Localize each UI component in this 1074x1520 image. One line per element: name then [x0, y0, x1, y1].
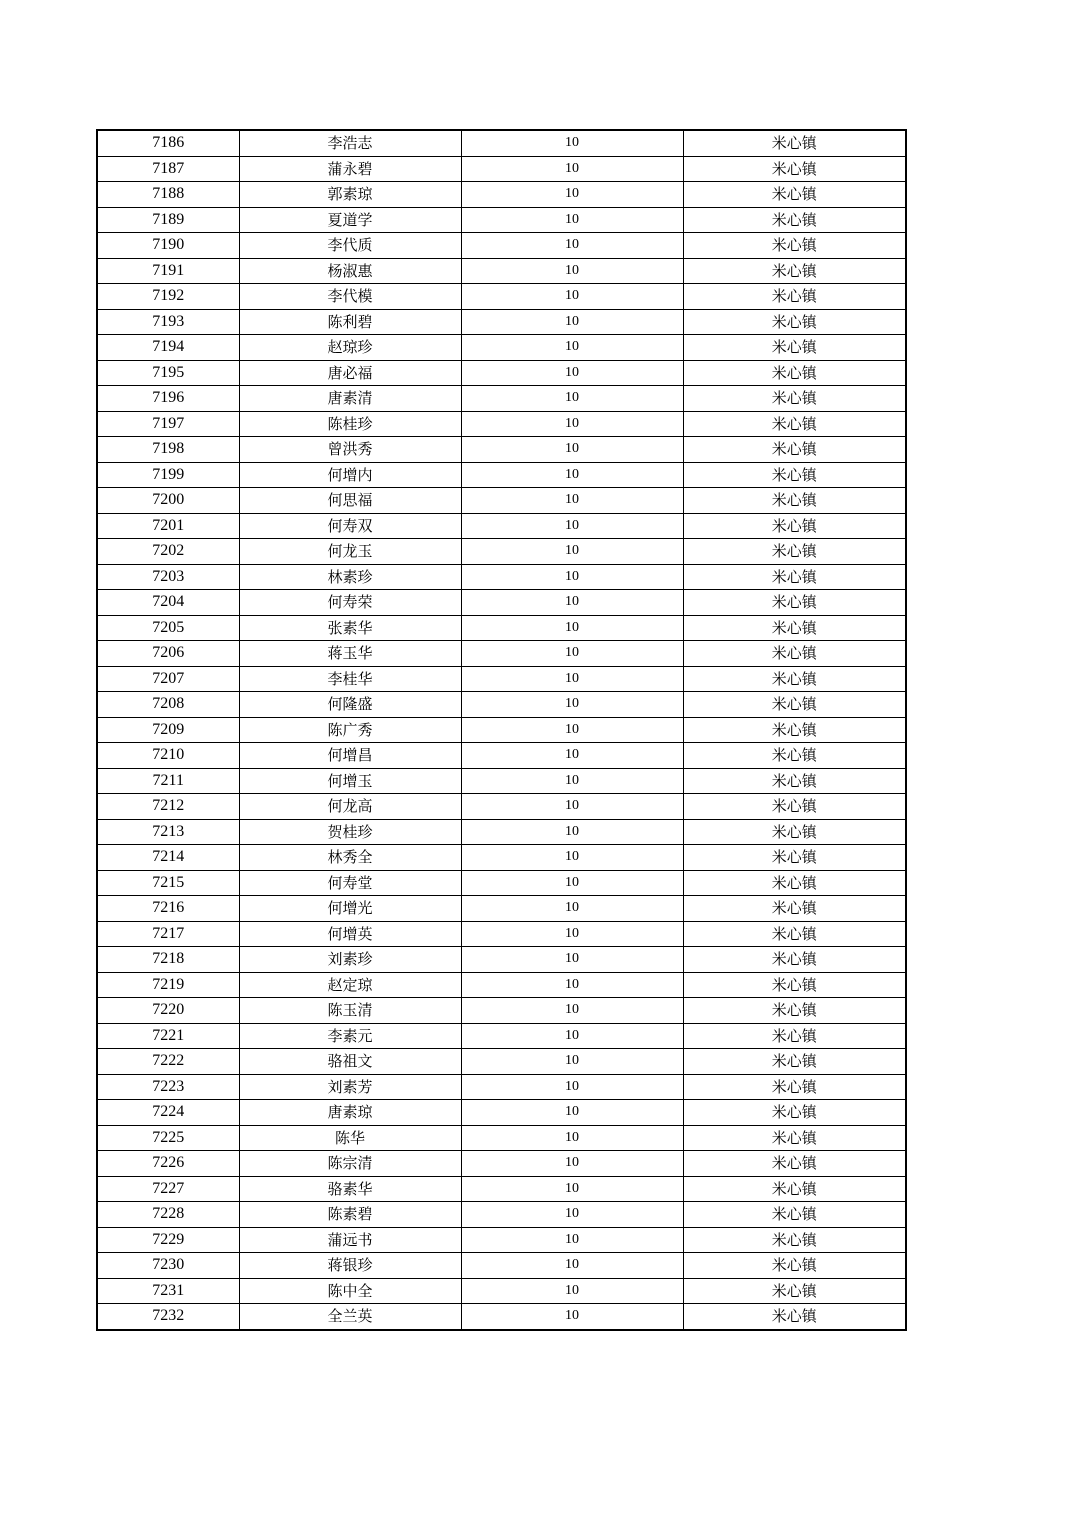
name-cell: 唐必福 — [239, 360, 461, 386]
amount-cell: 10 — [461, 819, 683, 845]
amount-cell: 10 — [461, 182, 683, 208]
amount-cell: 10 — [461, 233, 683, 259]
table-row — [97, 156, 906, 182]
town-cell: 米心镇 — [683, 768, 906, 794]
town-cell: 米心镇 — [683, 641, 906, 667]
town-cell: 米心镇 — [683, 1304, 906, 1330]
town-cell: 米心镇 — [683, 130, 906, 156]
row-number-cell: 7225 — [97, 1125, 239, 1151]
amount-cell: 10 — [461, 564, 683, 590]
name-cell: 何隆盛 — [239, 692, 461, 718]
table-row — [97, 1100, 906, 1126]
name-cell: 陈宗清 — [239, 1151, 461, 1177]
amount-cell: 10 — [461, 845, 683, 871]
name-cell: 刘素珍 — [239, 947, 461, 973]
row-number-cell: 7221 — [97, 1023, 239, 1049]
row-number-cell: 7186 — [97, 130, 239, 156]
amount-cell: 10 — [461, 1304, 683, 1330]
row-number-cell: 7216 — [97, 896, 239, 922]
amount-cell: 10 — [461, 1049, 683, 1075]
name-cell: 曾洪秀 — [239, 437, 461, 463]
amount-cell: 10 — [461, 1278, 683, 1304]
name-cell: 何增玉 — [239, 768, 461, 794]
table-row — [97, 615, 906, 641]
table-row — [97, 207, 906, 233]
row-number-cell: 7220 — [97, 998, 239, 1024]
row-number-cell: 7219 — [97, 972, 239, 998]
town-cell: 米心镇 — [683, 870, 906, 896]
name-cell: 何增英 — [239, 921, 461, 947]
amount-cell: 10 — [461, 1100, 683, 1126]
town-cell: 米心镇 — [683, 1151, 906, 1177]
row-number-cell: 7208 — [97, 692, 239, 718]
table-row — [97, 998, 906, 1024]
amount-cell: 10 — [461, 411, 683, 437]
town-cell: 米心镇 — [683, 1176, 906, 1202]
table-row — [97, 921, 906, 947]
row-number-cell: 7222 — [97, 1049, 239, 1075]
name-cell: 骆素华 — [239, 1176, 461, 1202]
name-cell: 刘素芳 — [239, 1074, 461, 1100]
town-cell: 米心镇 — [683, 156, 906, 182]
row-number-cell: 7199 — [97, 462, 239, 488]
amount-cell: 10 — [461, 1176, 683, 1202]
name-cell: 何增内 — [239, 462, 461, 488]
town-cell: 米心镇 — [683, 1100, 906, 1126]
table-row — [97, 870, 906, 896]
row-number-cell: 7202 — [97, 539, 239, 565]
row-number-cell: 7193 — [97, 309, 239, 335]
table-row — [97, 1304, 906, 1330]
town-cell: 米心镇 — [683, 921, 906, 947]
amount-cell: 10 — [461, 794, 683, 820]
table-row — [97, 462, 906, 488]
town-cell: 米心镇 — [683, 1049, 906, 1075]
table-row — [97, 947, 906, 973]
table-row — [97, 1074, 906, 1100]
row-number-cell: 7213 — [97, 819, 239, 845]
town-cell: 米心镇 — [683, 386, 906, 412]
table-row — [97, 258, 906, 284]
row-number-cell: 7214 — [97, 845, 239, 871]
row-number-cell: 7230 — [97, 1253, 239, 1279]
amount-cell: 10 — [461, 998, 683, 1024]
row-number-cell: 7204 — [97, 590, 239, 616]
amount-cell: 10 — [461, 717, 683, 743]
row-number-cell: 7212 — [97, 794, 239, 820]
amount-cell: 10 — [461, 1253, 683, 1279]
table-row — [97, 896, 906, 922]
name-cell: 陈广秀 — [239, 717, 461, 743]
table-row — [97, 564, 906, 590]
town-cell: 米心镇 — [683, 207, 906, 233]
row-number-cell: 7209 — [97, 717, 239, 743]
row-number-cell: 7192 — [97, 284, 239, 310]
name-cell: 全兰英 — [239, 1304, 461, 1330]
amount-cell: 10 — [461, 462, 683, 488]
table-row — [97, 590, 906, 616]
row-number-cell: 7227 — [97, 1176, 239, 1202]
row-number-cell: 7224 — [97, 1100, 239, 1126]
town-cell: 米心镇 — [683, 488, 906, 514]
town-cell: 米心镇 — [683, 513, 906, 539]
row-number-cell: 7232 — [97, 1304, 239, 1330]
table-row — [97, 845, 906, 871]
name-cell: 陈玉清 — [239, 998, 461, 1024]
town-cell: 米心镇 — [683, 998, 906, 1024]
amount-cell: 10 — [461, 947, 683, 973]
table-row — [97, 972, 906, 998]
row-number-cell: 7210 — [97, 743, 239, 769]
name-cell: 陈中全 — [239, 1278, 461, 1304]
row-number-cell: 7188 — [97, 182, 239, 208]
table-row — [97, 513, 906, 539]
town-cell: 米心镇 — [683, 1253, 906, 1279]
table-row — [97, 182, 906, 208]
name-cell: 蒋玉华 — [239, 641, 461, 667]
town-cell: 米心镇 — [683, 182, 906, 208]
town-cell: 米心镇 — [683, 896, 906, 922]
table-row — [97, 794, 906, 820]
town-cell: 米心镇 — [683, 947, 906, 973]
town-cell: 米心镇 — [683, 233, 906, 259]
table-row — [97, 743, 906, 769]
name-cell: 陈素碧 — [239, 1202, 461, 1228]
table-row — [97, 1227, 906, 1253]
amount-cell: 10 — [461, 1227, 683, 1253]
name-cell: 唐素清 — [239, 386, 461, 412]
row-number-cell: 7190 — [97, 233, 239, 259]
town-cell: 米心镇 — [683, 1227, 906, 1253]
name-cell: 何增光 — [239, 896, 461, 922]
name-cell: 李浩志 — [239, 130, 461, 156]
town-cell: 米心镇 — [683, 819, 906, 845]
name-cell: 蒲远书 — [239, 1227, 461, 1253]
town-cell: 米心镇 — [683, 1202, 906, 1228]
amount-cell: 10 — [461, 615, 683, 641]
town-cell: 米心镇 — [683, 972, 906, 998]
town-cell: 米心镇 — [683, 794, 906, 820]
name-cell: 唐素琼 — [239, 1100, 461, 1126]
row-number-cell: 7195 — [97, 360, 239, 386]
row-number-cell: 7229 — [97, 1227, 239, 1253]
amount-cell: 10 — [461, 539, 683, 565]
name-cell: 林素珍 — [239, 564, 461, 590]
table-row — [97, 130, 906, 156]
town-cell: 米心镇 — [683, 360, 906, 386]
data-table — [96, 129, 907, 1331]
town-cell: 米心镇 — [683, 411, 906, 437]
row-number-cell: 7198 — [97, 437, 239, 463]
row-number-cell: 7211 — [97, 768, 239, 794]
name-cell: 赵定琼 — [239, 972, 461, 998]
name-cell: 陈桂珍 — [239, 411, 461, 437]
amount-cell: 10 — [461, 590, 683, 616]
table-row — [97, 309, 906, 335]
town-cell: 米心镇 — [683, 615, 906, 641]
town-cell: 米心镇 — [683, 717, 906, 743]
row-number-cell: 7205 — [97, 615, 239, 641]
name-cell: 蒲永碧 — [239, 156, 461, 182]
name-cell: 何思福 — [239, 488, 461, 514]
town-cell: 米心镇 — [683, 309, 906, 335]
table-row — [97, 717, 906, 743]
table-row — [97, 666, 906, 692]
amount-cell: 10 — [461, 284, 683, 310]
amount-cell: 10 — [461, 1202, 683, 1228]
table-row — [97, 335, 906, 361]
table-row — [97, 386, 906, 412]
table-row — [97, 1023, 906, 1049]
town-cell: 米心镇 — [683, 692, 906, 718]
row-number-cell: 7215 — [97, 870, 239, 896]
table-row — [97, 1125, 906, 1151]
amount-cell: 10 — [461, 386, 683, 412]
row-number-cell: 7187 — [97, 156, 239, 182]
table-row — [97, 641, 906, 667]
town-cell: 米心镇 — [683, 666, 906, 692]
row-number-cell: 7201 — [97, 513, 239, 539]
table-row — [97, 1253, 906, 1279]
table-row — [97, 1176, 906, 1202]
amount-cell: 10 — [461, 130, 683, 156]
name-cell: 陈利碧 — [239, 309, 461, 335]
amount-cell: 10 — [461, 896, 683, 922]
table-body — [97, 130, 906, 1330]
name-cell: 林秀全 — [239, 845, 461, 871]
table-row — [97, 1278, 906, 1304]
name-cell: 夏道学 — [239, 207, 461, 233]
row-number-cell: 7206 — [97, 641, 239, 667]
town-cell: 米心镇 — [683, 258, 906, 284]
amount-cell: 10 — [461, 768, 683, 794]
table-row — [97, 284, 906, 310]
name-cell: 蒋银珍 — [239, 1253, 461, 1279]
name-cell: 何寿双 — [239, 513, 461, 539]
name-cell: 何寿荣 — [239, 590, 461, 616]
amount-cell: 10 — [461, 1023, 683, 1049]
table-row — [97, 1049, 906, 1075]
amount-cell: 10 — [461, 309, 683, 335]
table-row — [97, 411, 906, 437]
name-cell: 骆祖文 — [239, 1049, 461, 1075]
table-row — [97, 1202, 906, 1228]
amount-cell: 10 — [461, 258, 683, 284]
table-row — [97, 768, 906, 794]
name-cell: 李代模 — [239, 284, 461, 310]
name-cell: 何龙玉 — [239, 539, 461, 565]
amount-cell: 10 — [461, 513, 683, 539]
row-number-cell: 7191 — [97, 258, 239, 284]
town-cell: 米心镇 — [683, 1278, 906, 1304]
amount-cell: 10 — [461, 692, 683, 718]
name-cell: 李代质 — [239, 233, 461, 259]
town-cell: 米心镇 — [683, 539, 906, 565]
name-cell: 李素元 — [239, 1023, 461, 1049]
amount-cell: 10 — [461, 335, 683, 361]
amount-cell: 10 — [461, 921, 683, 947]
table-row — [97, 233, 906, 259]
row-number-cell: 7194 — [97, 335, 239, 361]
name-cell: 张素华 — [239, 615, 461, 641]
town-cell: 米心镇 — [683, 1074, 906, 1100]
row-number-cell: 7231 — [97, 1278, 239, 1304]
amount-cell: 10 — [461, 641, 683, 667]
row-number-cell: 7196 — [97, 386, 239, 412]
amount-cell: 10 — [461, 437, 683, 463]
amount-cell: 10 — [461, 1151, 683, 1177]
town-cell: 米心镇 — [683, 590, 906, 616]
name-cell: 杨淑惠 — [239, 258, 461, 284]
name-cell: 何龙高 — [239, 794, 461, 820]
row-number-cell: 7200 — [97, 488, 239, 514]
row-number-cell: 7218 — [97, 947, 239, 973]
table-row — [97, 360, 906, 386]
row-number-cell: 7228 — [97, 1202, 239, 1228]
table-row — [97, 692, 906, 718]
amount-cell: 10 — [461, 1074, 683, 1100]
row-number-cell: 7197 — [97, 411, 239, 437]
town-cell: 米心镇 — [683, 462, 906, 488]
amount-cell: 10 — [461, 207, 683, 233]
row-number-cell: 7217 — [97, 921, 239, 947]
town-cell: 米心镇 — [683, 284, 906, 310]
amount-cell: 10 — [461, 666, 683, 692]
name-cell: 何增昌 — [239, 743, 461, 769]
town-cell: 米心镇 — [683, 743, 906, 769]
row-number-cell: 7207 — [97, 666, 239, 692]
town-cell: 米心镇 — [683, 335, 906, 361]
name-cell: 李桂华 — [239, 666, 461, 692]
town-cell: 米心镇 — [683, 564, 906, 590]
table-row — [97, 819, 906, 845]
row-number-cell: 7226 — [97, 1151, 239, 1177]
table-row — [97, 1151, 906, 1177]
name-cell: 郭素琼 — [239, 182, 461, 208]
table-row — [97, 437, 906, 463]
amount-cell: 10 — [461, 488, 683, 514]
town-cell: 米心镇 — [683, 1023, 906, 1049]
name-cell: 陈华 — [239, 1125, 461, 1151]
town-cell: 米心镇 — [683, 845, 906, 871]
amount-cell: 10 — [461, 156, 683, 182]
town-cell: 米心镇 — [683, 1125, 906, 1151]
row-number-cell: 7223 — [97, 1074, 239, 1100]
name-cell: 何寿堂 — [239, 870, 461, 896]
row-number-cell: 7203 — [97, 564, 239, 590]
table-row — [97, 539, 906, 565]
town-cell: 米心镇 — [683, 437, 906, 463]
amount-cell: 10 — [461, 972, 683, 998]
amount-cell: 10 — [461, 743, 683, 769]
amount-cell: 10 — [461, 360, 683, 386]
amount-cell: 10 — [461, 1125, 683, 1151]
name-cell: 贺桂珍 — [239, 819, 461, 845]
name-cell: 赵琼珍 — [239, 335, 461, 361]
table-row — [97, 488, 906, 514]
row-number-cell: 7189 — [97, 207, 239, 233]
amount-cell: 10 — [461, 870, 683, 896]
